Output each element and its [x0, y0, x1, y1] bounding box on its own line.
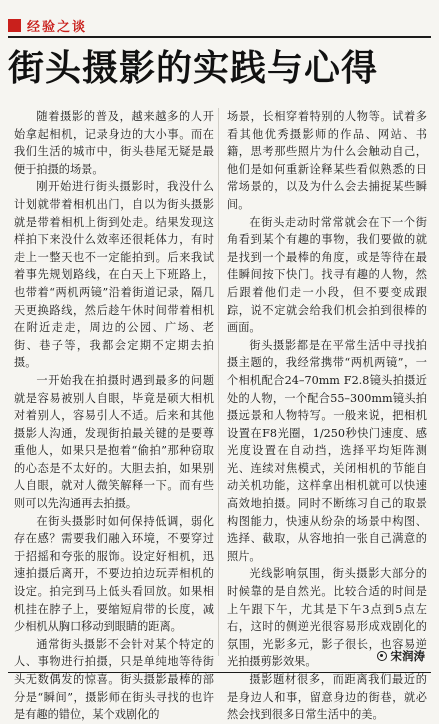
- author-byline: [377, 647, 426, 665]
- paragraph-7: 街头摄影都是在平常生活中寻找拍摄主题的，我经常携带“两机两镜”，一个相机配合24–70mm F2.8镜头拍摄近处的人物，一个配合55–300mm镜头拍摄远景和人物特写。一般来说，把相机设置在F8光圈，1/250秒快门速度、感光度设置在自动挡，选择平均矩阵测光、连续对焦模式，关闭相机的节能自动关机功能，这样拿出相机就可以快速高效地拍摄。同时不断练习自己的取景构图能力，快速从纷杂的场景中构图、选择、截取，从容地拍一张自己满意的照片。: [227, 338, 427, 563]
- bottom-rule: [8, 672, 431, 673]
- paragraph-4: 在街头摄影时如何保持低调，弱化存在感？需要我们融入环境，不要穿过于招摇和夸张的服饰。设定好相机，迅速拍摄后离开，不要边拍边玩弄相机的设定。拍完到马上低头看回放。如果相机挂在脖子上，要缩短肩带的长度，减少相机从胸口移动到眼睛的距离。: [14, 514, 214, 634]
- paragraph-1: 随着摄影的普及，越来越多的人开始拿起相机，记录身边的大小事。而在我们生活的城市中，街头巷尾无疑是最便于拍摄的场景。: [14, 110, 214, 176]
- paragraph-8: 光线影响氛围，街头摄影大部分的时候靠的是自然光。比较合适的时间是上午跟下午，尤其是下午3点到5点左右，这时的侧逆光很容易形成戏剧化的氛围，光影多元，影子很长，也容易逆光拍摄剪影效果。: [227, 567, 427, 669]
- paragraph-3: 一开始我在拍摄时遇到最多的问题就是容易被别人自眼，毕竟是硕大相机对着别人，容易引人不适。后来和其他摄影人沟通，发现街拍最关键的是要尊重他人，如果只是抱着“偷拍”那种窃取的心态是不太好的。大胆去拍，如果别人自眼，就对人微笑解释一下。而有些则可以先沟通再去拍摄。: [14, 373, 214, 511]
- paragraph-5-continued: 场景，长相穿着特别的人物等。试着多看其他优秀摄影师的作品、网站、书籍，思考那些照片为什么会触动自己，他们是如何重新诠释某些看似熟悉的日常场景的，以及为什么会去捕捉某些瞬间。: [227, 110, 427, 211]
- header-rule: [8, 36, 431, 38]
- paragraph-9: 摄影题材很多，而距离我们最近的是身边人和事，留意身边的街巷，就必然会找到很多日常生活中的美。: [227, 673, 427, 722]
- section-label: 经验之谈: [27, 19, 88, 35]
- paragraph-5: 通常街头摄影不会针对某个特定的人、事物进行拍摄，只是单纯地等待街头无数偶发的惊喜。街头摄影最棒的部分是“瞬间”，摄影师在街头寻找的也许是有趣的错位，某个戏剧化的: [14, 637, 214, 722]
- author-name: 宋润涛: [390, 649, 425, 663]
- article-column-left: [14, 108, 214, 724]
- paragraph-2: 刚开始进行街头摄影时，我没什么计划就带着相机出门，自以为街头摄影就是带着相机上街到处走。结果发现这样拍下来没什么效率还很耗体力，有时走上一整天也不一定能拍到。后来我试着事先规划路线，在白天上下班路上，也带着“两机两镜”沿着街道记录，隔几天更换路线，然后趁午休时间带着相机在附近走走，周边的公园、广场、老街、巷子等，我都会定期不定期去拍摄。: [14, 180, 214, 370]
- byline-dot-icon: [377, 651, 387, 661]
- article-column-right: [227, 108, 427, 724]
- article-title: 街头摄影的实践与心得: [8, 48, 379, 89]
- section-marker-icon: [8, 19, 21, 32]
- paragraph-6: 在街头走动时常常就会在下一个街角看到某个有趣的事物，我们要做的就是找到一个最棒的角度，或是等待在最佳瞬间按下快门。找寻有趣的人物，然后跟着他们走一小段，但不要变成跟踪，说不定就会给我们机会拍到很棒的画面。: [227, 215, 427, 335]
- section-header: [8, 16, 87, 34]
- column-divider: [218, 108, 219, 656]
